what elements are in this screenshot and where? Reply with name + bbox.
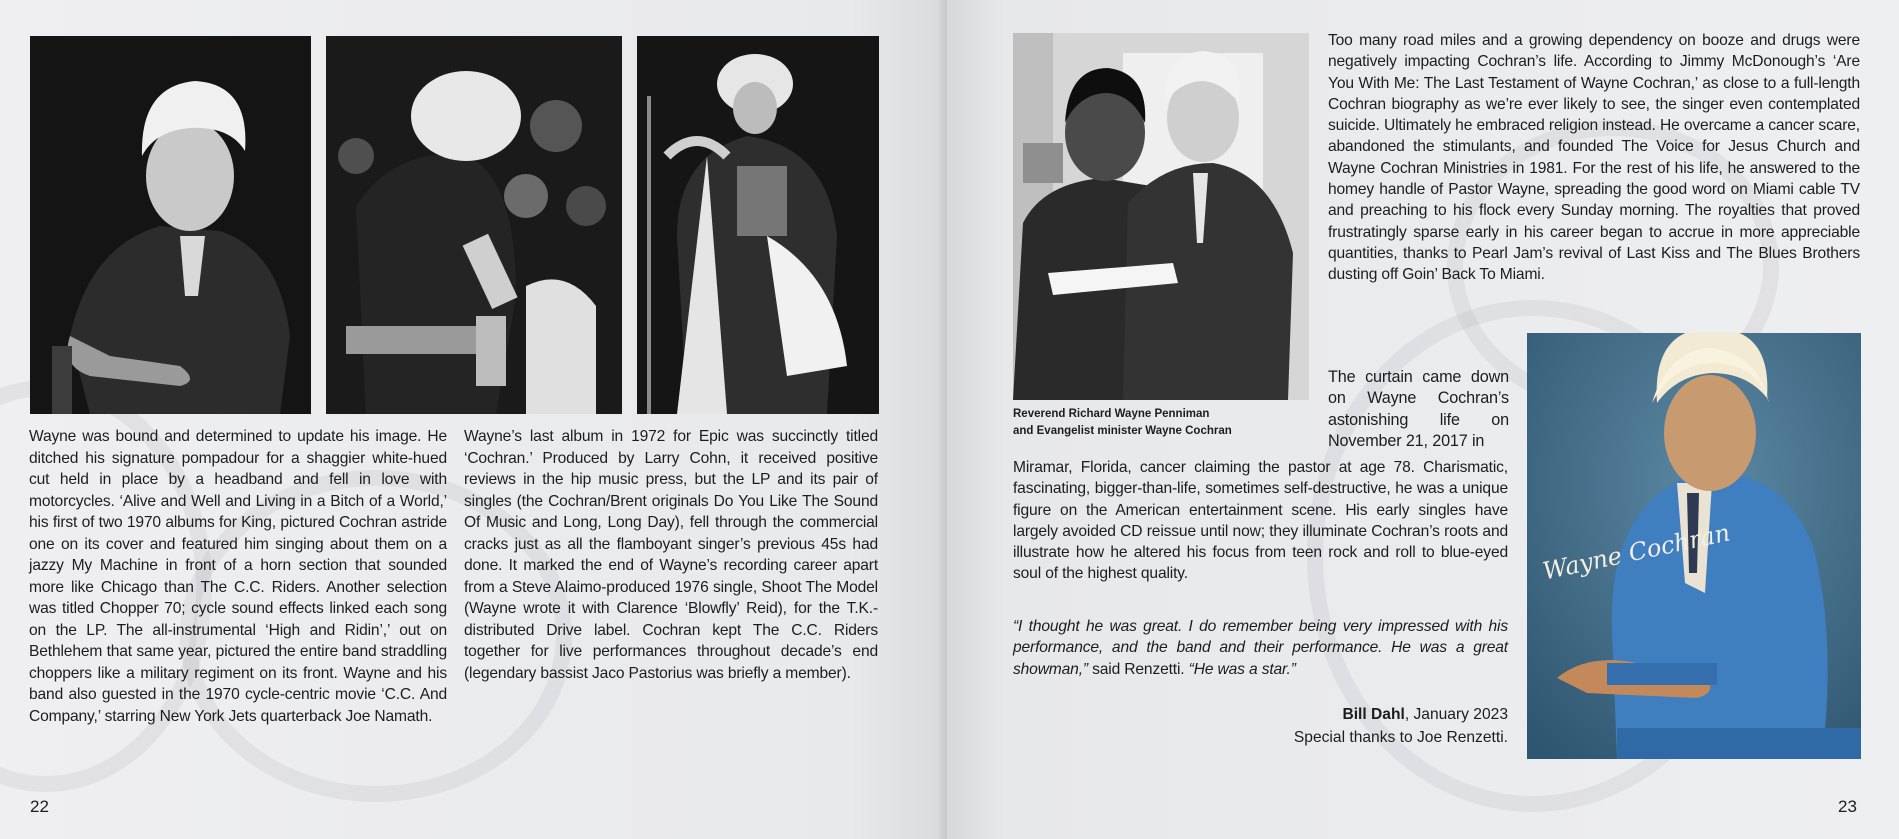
caption-line: and Evangelist minister Wayne Cochran: [1013, 425, 1232, 437]
credit-date: , January 2023: [1404, 706, 1508, 723]
article-paragraph: The curtain came down on Wayne Cochran’s astonishing life on November 21, 2017 in: [1328, 368, 1509, 450]
article-paragraph: Wayne’s last album in 1972 for Epic was succinctly titled ‘Cochran.’ Produced by Larry Cohn, it received positive reviews in the hip music press, but the LP and its pair of singles (the Cochran/Brent originals Do You Like The Sound Of Music and Long, Long Day), fell through the commercial cracks just as all the flamboyant singer’s previous 45s had done. It marked the end of Wayne’s recording career apart from a Steve Alaimo-produced 1976 single, Shoot The Model (Wayne wrote it with Clarence ‘Blowfly’ Reid), for the T.K.-distributed Drive label. Cochran kept The C.C. Riders together for live performances throughout decade’s end (legendary bassist Jaco Pastorius was briefly a member).: [464, 428, 878, 682]
page-number: 23: [1838, 797, 1857, 816]
right-body-text: [1013, 457, 1508, 585]
caption-line: Reverend Richard Wayne Penniman: [1013, 408, 1210, 420]
left-column-text: [29, 426, 447, 727]
photo-wayne-portrait: [30, 36, 311, 414]
article-credit: [1294, 703, 1508, 749]
quote-attribution: said Renzetti.: [1087, 660, 1189, 678]
quote-text: “He was a star.”: [1188, 660, 1296, 678]
author-name: Bill Dahl: [1342, 706, 1405, 723]
right-top-text: [1328, 30, 1860, 286]
page-number: 22: [30, 797, 49, 816]
photo-penniman-cochran: [1013, 33, 1309, 400]
quote-text: “I thought he was great. I do remember being very impressed with his performance, and the band and their performance. He was a great showman,”: [1013, 618, 1508, 678]
photo-wayne-blue-suit: [1527, 333, 1861, 759]
middle-column-text: [464, 426, 878, 684]
article-paragraph: Miramar, Florida, cancer claiming the pastor at age 78. Charismatic, fascinating, bigger-than-life, sometimes self-destructive, he was a unique figure on the American entertainment scene. His early singles have largely avoided CD reissue until now; they illuminate Cochran’s roots and illustrate how he altered his focus from teen rock and roll to blue-eyed soul of the highest quality.: [1013, 459, 1508, 583]
credit-thanks: Special thanks to Joe Renzetti.: [1293, 729, 1508, 746]
photo-wayne-crowd: [326, 36, 622, 414]
renzetti-quote: [1013, 616, 1508, 680]
signature: Wayne Cochran: [1540, 518, 1733, 586]
article-paragraph: Too many road miles and a growing dependency on booze and drugs were negatively impacting Cochran’s life. According to Jimmy McDonough’s ‘Are You With Me: The Last Testament of Wayne Cochran,’ as close to a full-length Cochran biography as we’re ever likely to see, the singer even contemplated suicide. Ultimately he embraced religion instead. He overcame a cancer scare, abandoned the stimulants, and founded The Voice for Jesus Church and Wayne Cochran Ministries in 1981. For the rest of his life, he answered to the homey handle of Pastor Wayne, spreading the good word on Miami cable TV and preaching to his flock every Sunday morning. The royalties that proved frustratingly sparse early in his career began to accrue in more appreciable quantities, thanks to Pearl Jam’s revival of Last Kiss and The Blues Brothers dusting off Goin’ Back To Miami.: [1328, 32, 1860, 284]
photo-wayne-stage: [637, 36, 879, 414]
photo-caption: [1013, 406, 1273, 440]
article-paragraph: Wayne was bound and determined to update his image. He ditched his signature pompadour for a shaggier white-hued cut held in place by a headband and fell in love with motorcycles. ‘Alive and Well and Living in a Bitch of a World,’ his first of two 1970 albums for King, pictured Cochran astride one on its cover and featured him singing about them on a jazzy My Machine in front of a horn section that sounded more like Chicago than The C.C. Riders. Another selection was titled Chopper 70; cycle sound effects linked each song on the LP. The all-instrumental ‘High and Ridin’,’ out on Bethlehem that same year, pictured the entire band straddling choppers like a military regiment on its front. Wayne and his band also guested in the 1970 cycle-centric movie ‘C.C. And Company,’ starring New York Jets quarterback Joe Namath.: [29, 428, 447, 725]
curtain-text: [1328, 367, 1509, 452]
left-page: [0, 0, 947, 839]
